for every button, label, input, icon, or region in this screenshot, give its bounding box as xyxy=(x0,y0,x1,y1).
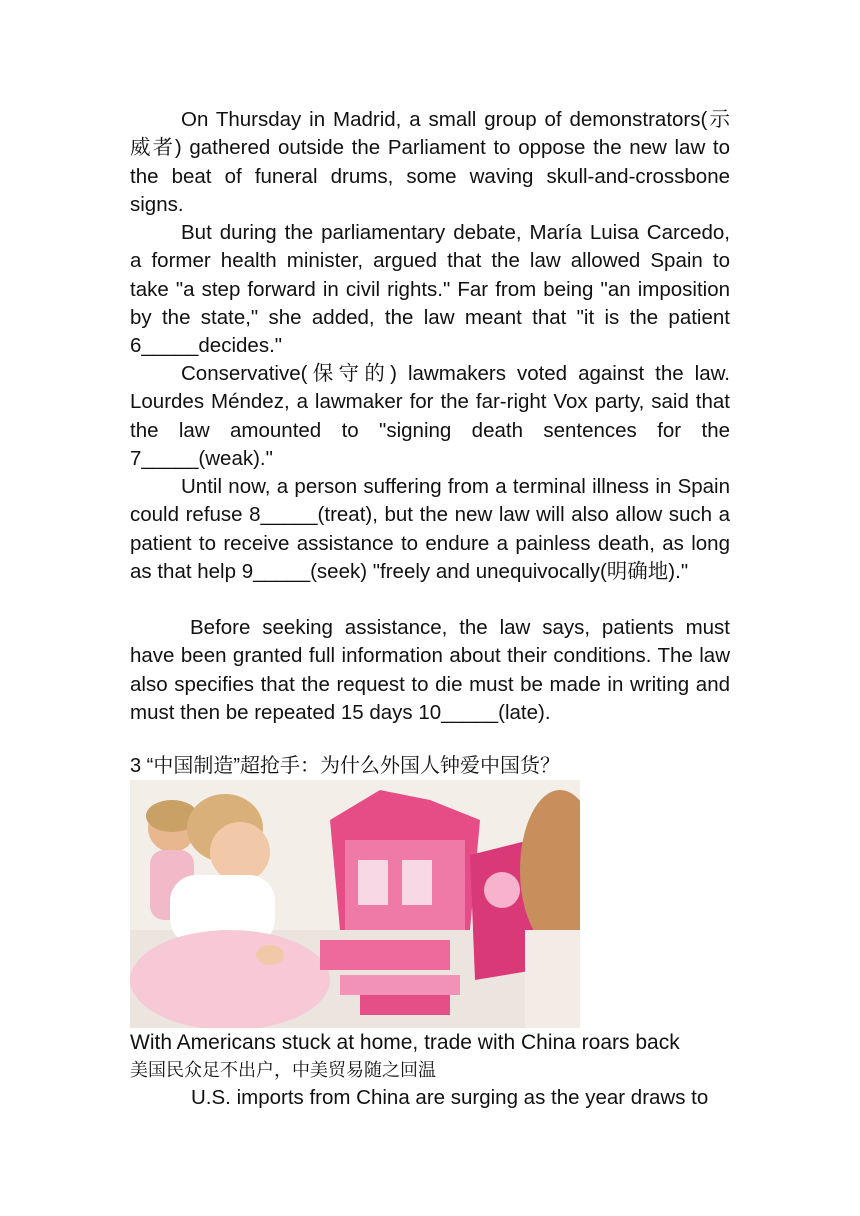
paragraph-terminal-illness xyxy=(130,473,730,586)
paragraph-text: Before seeking assistance, the law says, patients must have been granted full information about their conditions. The law also specifies that the request to die must be made in writing and must then be repeated 15 days 10_____(late). xyxy=(130,616,730,724)
headline-chinese: 美国民众足不出户，中美贸易随之回温 xyxy=(130,1060,436,1080)
paragraph-text: Until now, a person suffering from a terminal illness in Spain could refuse 8_____(treat), but the new law will also allow such a patient to receive assistance to endure a painless death, as long as that help 9_____(seek) "freely and unequivocally(明确地)." xyxy=(130,475,730,583)
paragraph-seeking-assistance xyxy=(130,614,730,727)
paragraph-demonstrators xyxy=(130,106,730,219)
paragraph-debate xyxy=(130,219,730,360)
section-title: 3 “中国制造”超抢手：为什么外国人钟爱中国货？ xyxy=(130,755,560,777)
paragraph-conservative xyxy=(130,360,730,473)
paragraph-text: Conservative(保守的) lawmakers voted against the law. Lourdes Méndez, a lawmaker for the far-right Vox party, said that the law amounted to "signing death sentences for the 7_____(weak)." xyxy=(130,362,730,470)
paragraph-text: U.S. imports from China are surging as the year draws to xyxy=(191,1086,709,1109)
paragraph-imports xyxy=(130,1084,730,1112)
paragraph-text: On Thursday in Madrid, a small group of demonstrators(示威者) gathered outside the Parliament to oppose the new law to the beat of funeral drums, some waving skull-and-crossbone signs. xyxy=(130,108,730,216)
article-photo xyxy=(130,780,580,1028)
headline-english: With Americans stuck at home, trade with China roars back xyxy=(130,1031,680,1054)
paragraph-text: But during the parliamentary debate, María Luisa Carcedo, a former health minister, argued that the law allowed Spain to take "a step forward in civil rights." Far from being "an imposition by the state," she added, the law meant that "it is the patient 6_____decides." xyxy=(130,221,730,358)
photo-illustration xyxy=(130,780,580,1028)
